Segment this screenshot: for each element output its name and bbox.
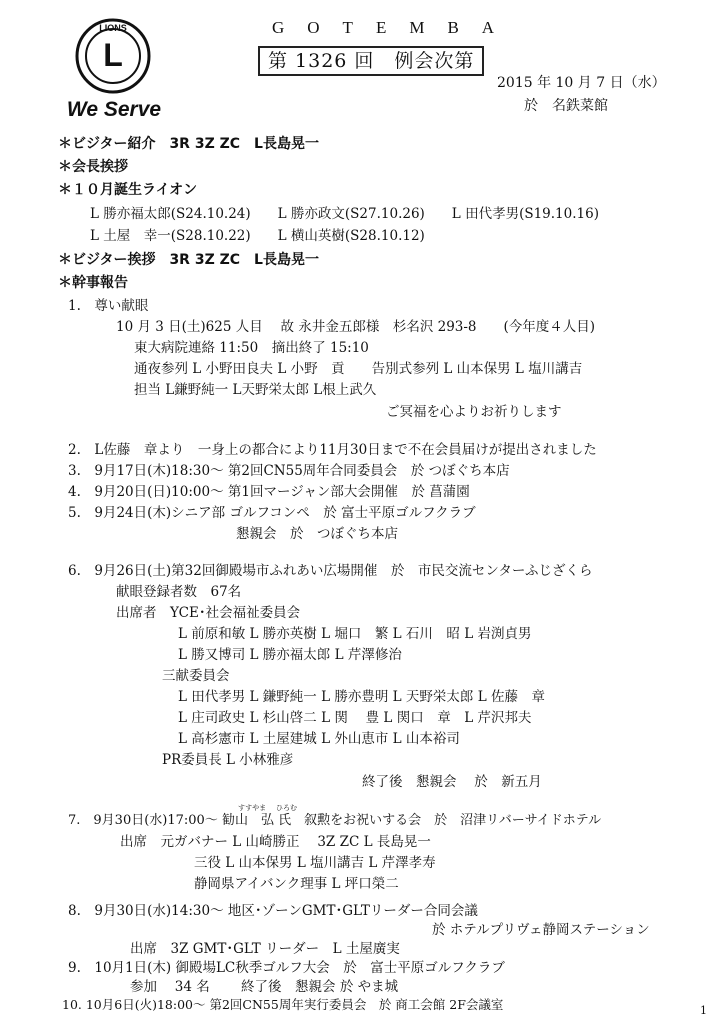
report-item-5-party: 懇親会 於 つぼぐち本店	[236, 526, 398, 542]
report-item-1-attendance: 通夜参列 L 小野田良夫 L 小野 貢 告別式参列 L 山本保男 L 塩川講吉	[134, 361, 583, 377]
report-item-6-yce: 出席者 YCE･社会福祉委員会	[116, 605, 301, 621]
report-item-1-condolence: ご冥福を心よりお祈りします	[386, 404, 562, 420]
report-item-6-registrants: 献眼登録者数 67名	[116, 584, 242, 600]
report-item-6-pr: PR委員長 L 小林雅彦	[162, 752, 294, 768]
meeting-venue: 於 名鉄菜館	[524, 98, 608, 114]
report-item-6-sanken: 三献委員会	[162, 668, 230, 684]
report-item-10: 10. 10月6日(火)18:00～ 第2回CN55周年実行委員会 於 商工会館 2F会議室	[62, 997, 504, 1012]
we-serve-slogan: We Serve	[66, 98, 162, 121]
agenda-secretary-report: ＊幹事報告	[58, 275, 128, 291]
report-item-7: 7. 9月30日(水)17:00～ 勧山 弘 氏 叙勲をお祝いする会 於 沼津リバーサイドホテル	[68, 813, 602, 828]
report-item-6: 6. 9月26日(土)第32回御殿場市ふれあい広場開催 於 市民交流センターふじざくら	[68, 563, 593, 579]
birthday-line-1: L 勝亦福太郎(S24.10.24) L 勝亦政文(S27.10.26) L 田代孝男(S19.10.16)	[90, 206, 599, 222]
report-item-8-attendance: 出席 3Z GMT･GLT リーダー L 土屋廣実	[130, 941, 400, 957]
agenda-october-birthdays: ＊１０月誕生ライオン	[58, 182, 198, 198]
report-item-6-sanken-members-3: L 高杉憲市 L 土屋建城 L 外山恵市 L 山本裕司	[178, 731, 460, 747]
report-item-9: 9. 10月1日(木) 御殿場LC秋季ゴルフ大会 於 富士平原ゴルフクラブ	[68, 960, 505, 976]
logo-ring-text: LIONS	[99, 23, 127, 33]
report-item-6-yce-members-2: L 勝又博司 L 勝亦福太郎 L 芹澤修治	[178, 647, 402, 663]
report-item-6-party: 終了後 懇親会 於 新五月	[362, 774, 542, 790]
report-item-6-sanken-members-1: L 田代孝男 L 鎌野純一 L 勝亦豊明 L 天野栄太郎 L 佐藤 章	[178, 689, 545, 705]
report-item-9-participants: 参加 34 名 終了後 懇親会 於 やま城	[130, 979, 399, 995]
ruby-kan: すすやま	[238, 804, 267, 812]
page-number: 1	[700, 1004, 707, 1017]
report-item-1-staff: 担当 L鎌野純一 L天野栄太郎 L根上武久	[134, 382, 377, 398]
agenda-visitor-intro: ＊ビジター紹介 3R 3Z ZC L長島晃一	[58, 136, 319, 152]
title-meeting-number: 第 1326 回 例会次第	[258, 46, 484, 76]
report-item-1: 1. 尊い献眼	[68, 298, 149, 314]
agenda-president-greeting: ＊会長挨拶	[58, 159, 128, 175]
report-item-2: 2. L佐藤 章より 一身上の都合により11月30日まで不在会員届けが提出されました	[68, 442, 597, 458]
report-item-7-attendance: 出席 元ガバナー L 山崎勝正 3Z ZC L 長島晃一	[120, 834, 431, 850]
report-item-3: 3. 9月17日(木)18:30～ 第2回CN55周年合同委員会 於 つぼぐち本店	[68, 463, 510, 479]
report-item-4: 4. 9月20日(日)10:00～ 第1回マージャン部大会開催 於 菖蒲園	[68, 484, 470, 500]
report-item-7-eyebank: 静岡県アイバンク理事 L 坪口榮二	[194, 876, 399, 892]
report-item-1-detail: 10 月 3 日(土)625 人目 故 永井金五郎様 杉名沢 293-8 (今年度４人目)	[116, 319, 596, 335]
report-item-5: 5. 9月24日(木)シニア部 ゴルフコンペ 於 富士平原ゴルフクラブ	[68, 505, 476, 521]
logo-letter: L	[103, 37, 123, 73]
report-item-8: 8. 9月30日(水)14:30～ 地区･ゾーンGMT･GLTリーダー合同会議	[68, 903, 478, 919]
agenda-visitor-greeting: ＊ビジター挨拶 3R 3Z ZC L長島晃一	[58, 252, 319, 268]
report-item-1-hospital: 東大病院連絡 11:50 摘出終了 15:10	[134, 340, 369, 356]
report-item-6-yce-members-1: L 前原和敏 L 勝亦英樹 L 堀口 繁 L 石川 昭 L 岩渕貞男	[178, 626, 532, 642]
lions-logo	[58, 14, 176, 124]
meeting-date: 2015 年 10 月 7 日（水）	[497, 75, 666, 91]
report-item-8-venue: 於 ホテルプリヴェ静岡ステーション	[432, 922, 650, 938]
ruby-hiro: ひろむ	[276, 804, 297, 812]
birthday-line-2: L 土屋 幸一(S28.10.22) L 横山英樹(S28.10.12)	[90, 228, 425, 244]
title-gotemba: GOTEMBA	[272, 18, 518, 37]
report-item-7-officers: 三役 L 山本保男 L 塩川講吉 L 芹澤孝寿	[194, 855, 436, 871]
report-item-6-sanken-members-2: L 庄司政史 L 杉山啓二 L 関 豊 L 関口 章 L 芹沢邦夫	[178, 710, 532, 726]
